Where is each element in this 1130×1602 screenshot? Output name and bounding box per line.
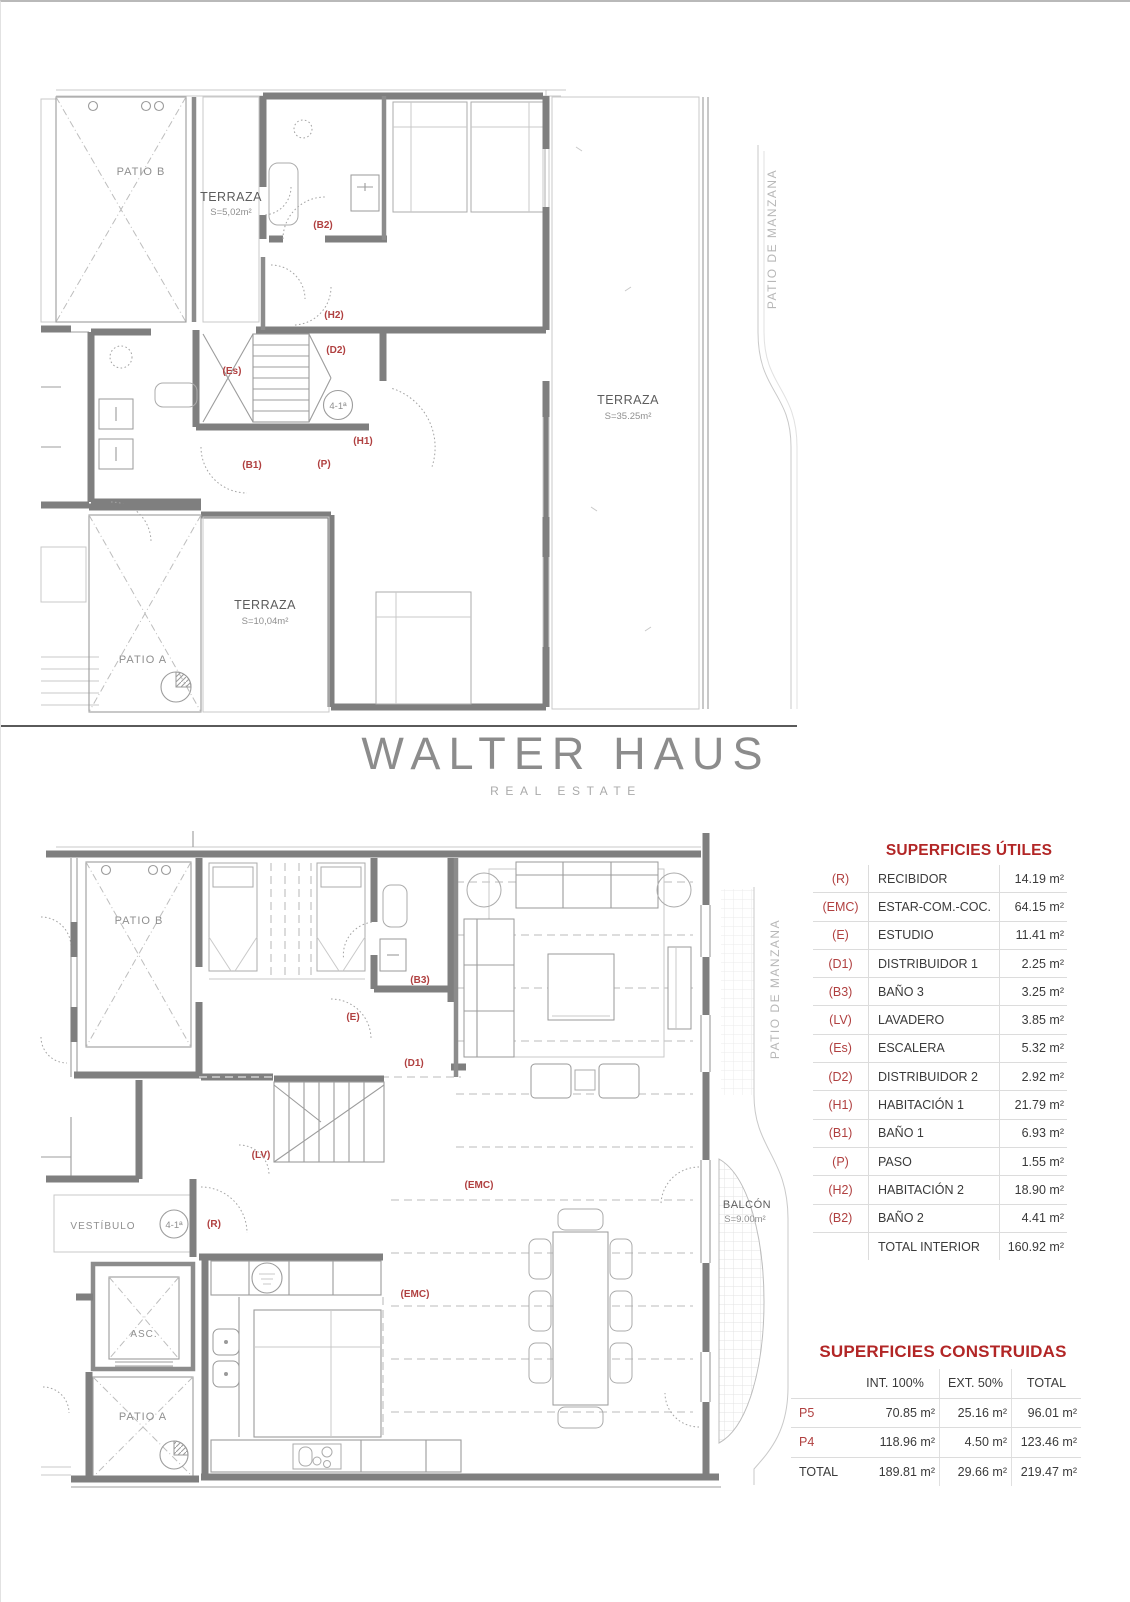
table-row: (EMC) ESTAR-COM.-COC. 64.15 m² [813, 893, 1067, 921]
label-terraza-small-area: S=5,02m² [210, 207, 252, 218]
terraza-main [552, 97, 708, 709]
table-row: P5 70.85 m² 25.16 m² 96.01 m² [791, 1398, 1081, 1428]
superficies-construidas-table [791, 1342, 1081, 1486]
label-vestibulo: VESTÍBULO [70, 1221, 136, 1232]
table-row: (B1) BAÑO 1 6.93 m² [813, 1120, 1067, 1148]
label-r: (R) [207, 1219, 221, 1230]
label-h1: (H1) [353, 436, 373, 447]
label-es: (Es) [222, 366, 242, 377]
label-terraza-main-area: S=35.25m² [604, 411, 652, 422]
top-wall [46, 831, 701, 854]
label-balcon: BALCÓN [722, 1199, 772, 1211]
label-d2: (D2) [326, 345, 346, 356]
label-emc-lower: (EMC) [400, 1289, 430, 1300]
table-row: (P) PASO 1.55 m² [813, 1148, 1067, 1176]
label-e: (E) [346, 1012, 360, 1023]
patio-b-upper [56, 97, 186, 322]
construidas-title: SUPERFICIES CONSTRUIDAS [819, 1342, 1067, 1361]
label-patio-a-upper: PATIO A [118, 654, 168, 666]
label-d1: (D1) [404, 1058, 424, 1069]
upper-floor-plan [31, 87, 811, 737]
label-p: (P) [317, 459, 331, 470]
label-lv: (LV) [251, 1150, 271, 1161]
patio-a-lower [71, 1372, 199, 1482]
table-row: (LV) LAVADERO 3.85 m² [813, 1006, 1067, 1034]
label-balcon-area: S=9.00m² [724, 1214, 766, 1225]
label-b3: (B3) [410, 975, 430, 986]
dining-table [529, 1209, 632, 1428]
table-row: (B2) BAÑO 2 4.41 m² [813, 1205, 1067, 1233]
brand-logo [1, 728, 1130, 798]
label-patio-manzana-lower: PATIO DE MANZANA [768, 918, 782, 1060]
label-unit-lower: 4-1ª [165, 1220, 183, 1231]
table-row: (Es) ESCALERA 5.32 m² [813, 1035, 1067, 1063]
vestibulo [46, 1179, 247, 1257]
estudio-room [199, 858, 371, 1077]
terraza-small [194, 97, 262, 322]
table-total-row: TOTAL 189.81 m² 29.66 m² 219.47 m² [791, 1457, 1081, 1487]
brand-name: WALTER HAUS [361, 728, 771, 779]
label-patio-manzana-upper: PATIO DE MANZANA [765, 168, 779, 310]
table-row: (H2) HABITACIÓN 2 18.90 m² [813, 1176, 1067, 1204]
patio-b-lower [74, 862, 201, 1179]
b3-bathroom [339, 858, 451, 1002]
patio-a-upper [89, 515, 201, 712]
h2-bedroom [256, 96, 549, 330]
table-row: (B3) BAÑO 3 3.25 m² [813, 978, 1067, 1006]
label-b1: (B1) [242, 460, 262, 471]
patio-de-manzana-upper [758, 145, 797, 709]
label-terraza-main: TERRAZA [597, 393, 659, 407]
label-terraza-lower-area: S=10,04m² [241, 616, 289, 627]
label-asc: ASC. [130, 1329, 158, 1340]
table-row: (D2) DISTRIBUIDOR 2 2.92 m² [813, 1063, 1067, 1091]
terraza-lower [89, 507, 331, 712]
table-row: (H1) HABITACIÓN 1 21.79 m² [813, 1091, 1067, 1119]
balcony [719, 1159, 771, 1443]
label-emc-upper: (EMC) [464, 1180, 494, 1191]
label-b2: (B2) [313, 220, 333, 231]
table-total-row: TOTAL INTERIOR 160.92 m² [813, 1233, 1067, 1260]
brand-tagline: REAL ESTATE [490, 784, 642, 798]
label-terraza-lower: TERRAZA [234, 598, 296, 612]
left-edge-fragments-lower [41, 858, 77, 1475]
section-cut-line [1, 725, 797, 727]
table-row: P4 118.96 m² 4.50 m² 123.46 m² [791, 1427, 1081, 1457]
utiles-title: SUPERFICIES ÚTILES [885, 842, 1053, 859]
label-patio-a-lower: PATIO A [118, 1411, 168, 1423]
lower-floor-plan [31, 827, 811, 1502]
right-facade [661, 833, 710, 1479]
living-room [391, 858, 693, 1412]
table-header-row: INT. 100% EXT. 50% TOTAL [791, 1369, 1081, 1398]
table-row: (R) RECIBIDOR 14.19 m² [813, 865, 1067, 893]
b2-bathroom [263, 96, 543, 240]
table-row: (D1) DISTRIBUIDOR 1 2.25 m² [813, 950, 1067, 978]
table-row: (E) ESTUDIO 11.41 m² [813, 922, 1067, 950]
superficies-utiles-table [813, 842, 1067, 1260]
elevator [76, 1264, 193, 1369]
label-unit-upper: 4-1ª [329, 401, 347, 412]
stairs-upper [196, 330, 383, 427]
label-patio-b-upper: PATIO B [116, 166, 166, 178]
kitchen [199, 1257, 719, 1479]
label-h2: (H2) [324, 310, 344, 321]
label-terraza-small: TERRAZA [200, 190, 262, 204]
label-patio-b-lower: PATIO B [114, 915, 164, 927]
